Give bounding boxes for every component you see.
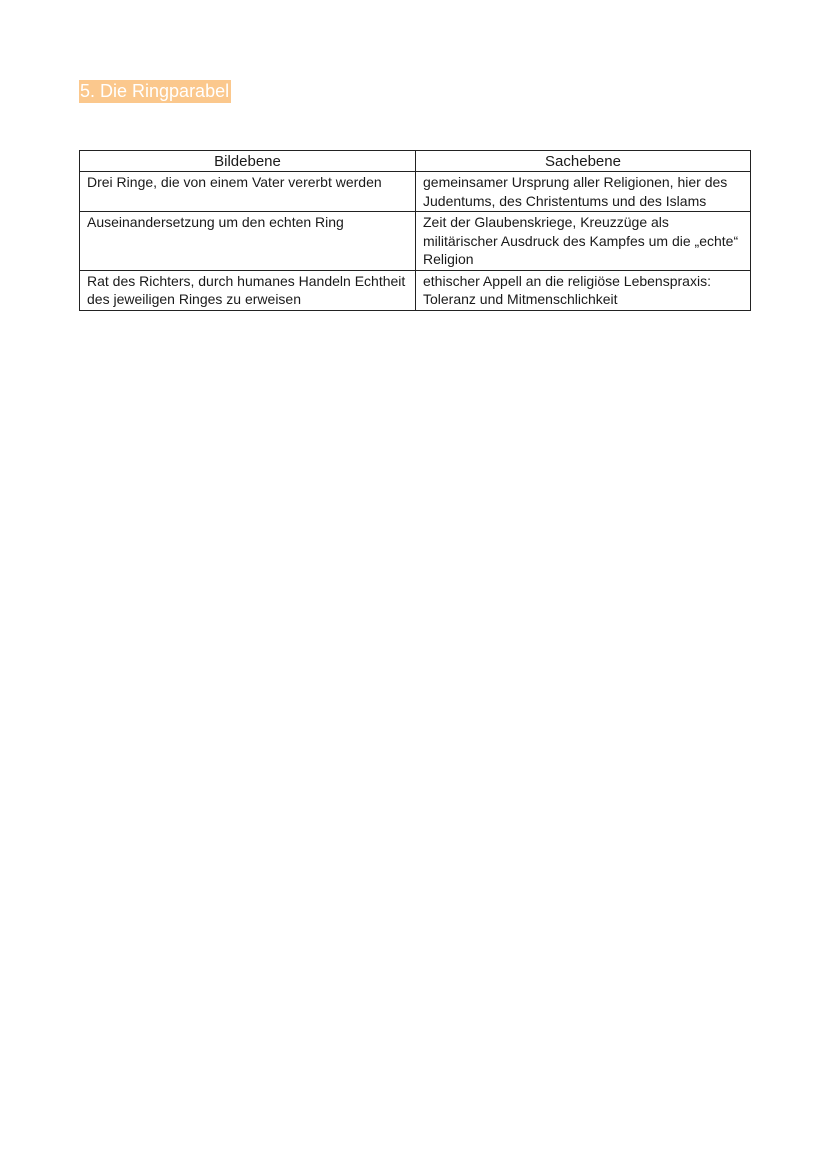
column-header-bildebene: Bildebene bbox=[80, 151, 416, 172]
table-cell-sachebene: gemeinsamer Ursprung aller Religionen, hier des Judentums, des Christentums und des Islams bbox=[416, 172, 751, 212]
table-cell-sachebene: ethischer Appell an die religiöse Lebenspraxis: Toleranz und Mitmenschlichkeit bbox=[416, 270, 751, 310]
table-row bbox=[80, 270, 751, 310]
table-row bbox=[80, 212, 751, 271]
table-cell-bildebene: Rat des Richters, durch humanes Handeln Echtheit des jeweiligen Ringes zu erweisen bbox=[80, 270, 416, 310]
section-heading: 5. Die Ringparabel bbox=[80, 81, 230, 101]
ringparabel-table bbox=[79, 150, 751, 311]
table-cell-sachebene: Zeit der Glaubenskriege, Kreuzzüge als militärischer Ausdruck des Kampfes um die „echte“ Religion bbox=[416, 212, 751, 271]
table-row bbox=[80, 172, 751, 212]
table-cell-bildebene: Drei Ringe, die von einem Vater vererbt werden bbox=[80, 172, 416, 212]
table-cell-bildebene: Auseinandersetzung um den echten Ring bbox=[80, 212, 416, 271]
column-header-sachebene: Sachebene bbox=[416, 151, 751, 172]
table-header-row bbox=[80, 151, 751, 172]
